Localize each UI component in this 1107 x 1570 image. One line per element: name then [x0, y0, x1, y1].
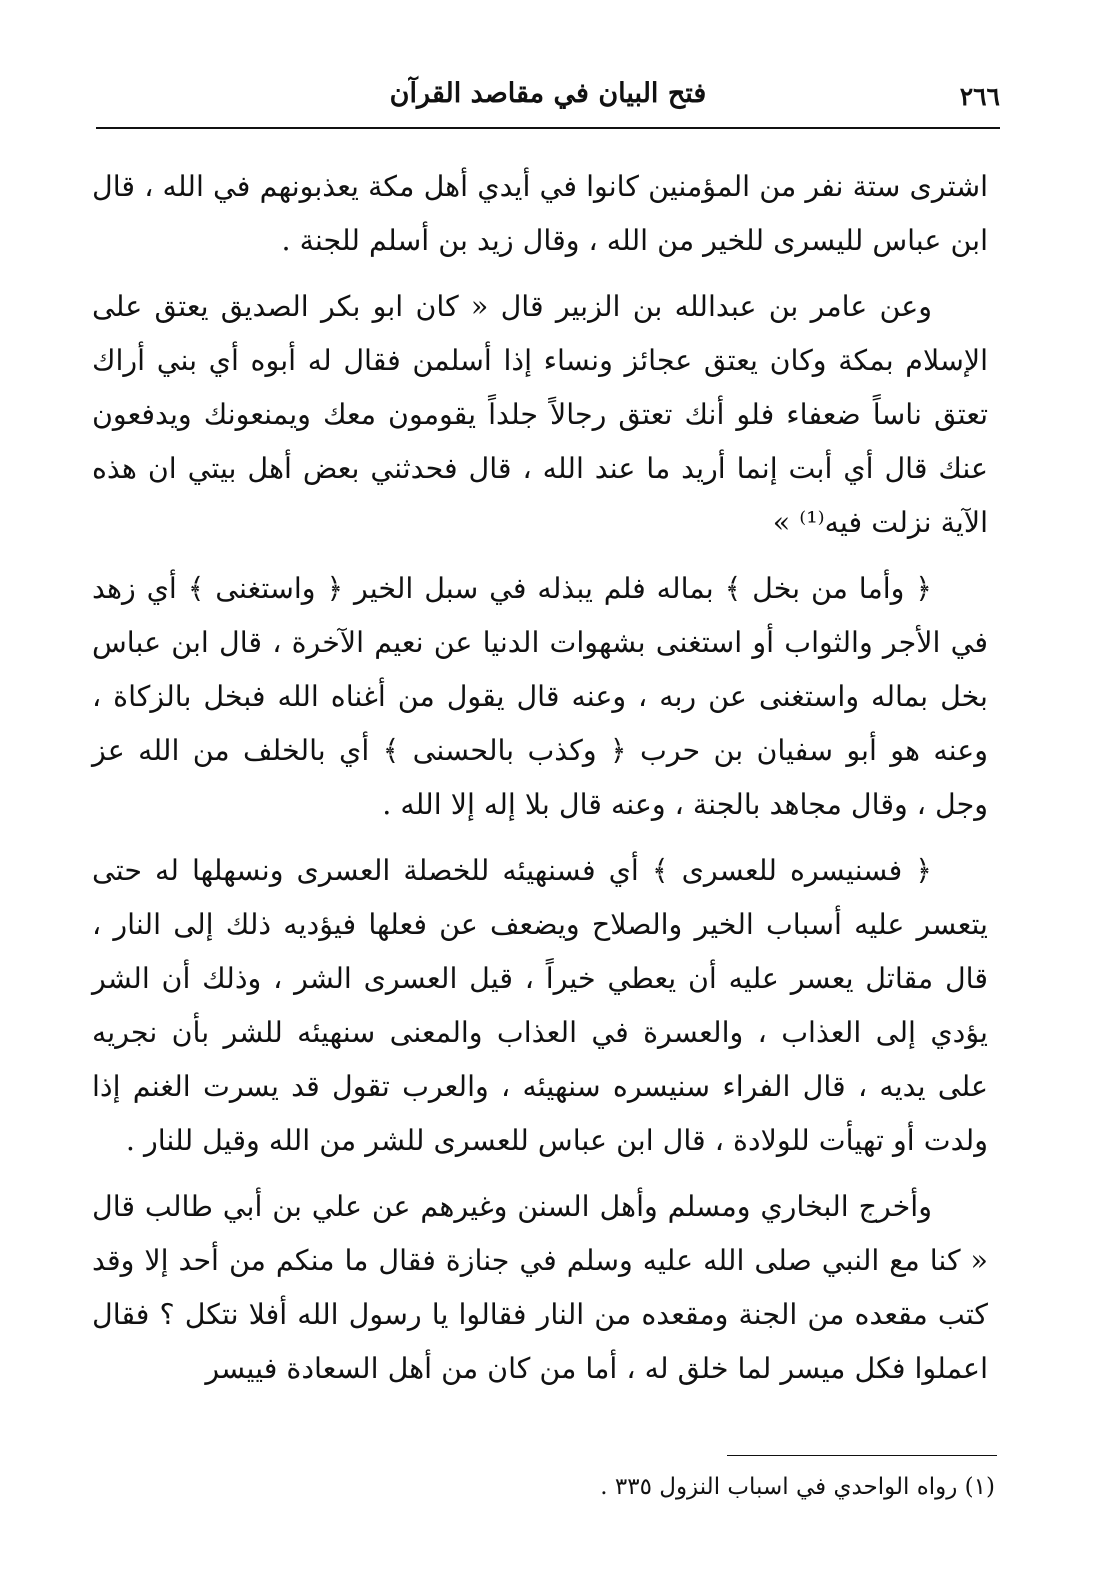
header-rule — [96, 127, 1000, 129]
footnote: (١) رواه الواحدي في اسباب النزول ٣٣٥ . — [600, 1474, 995, 1500]
paragraph-1: اشترى ستة نفر من المؤمنين كانوا في أيدي أهل مكة يعذبونهم في الله ، قال ابن عباس لليسرى للخير من الله ، وقال زيد بن أسلم للجنة . — [92, 170, 988, 257]
page-number: ٢٦٦ — [959, 82, 1000, 111]
paragraph-3: ﴿ وأما من بخل ﴾ بماله فلم يبذله في سبل الخير ﴿ واستغنى ﴾ أي زهد في الأجر والثواب أو استغنى بشهوات الدنيا عن نعيم الآخرة ، قال ابن عباس بخل بماله واستغنى عن ربه ، وعنه قال يقول من أغناه الله فبخل بالزكاة ، وعنه هو أبو سفيان بن حرب ﴿ وكذب بالحسنى ﴾ أي بالخلف من الله عز وجل ، وقال مجاهد بالجنة ، وعنه قال بلا إله إلا الله . — [92, 572, 988, 821]
paragraph-2: وعن عامر بن عبدالله بن الزبير قال « كان ابو بكر الصديق يعتق على الإسلام بمكة وكان يعتق عجائز ونساء إذا أسلمن فقال له أبوه أي بني أراك تعتق ناساً ضعفاء فلو أنك تعتق رجالاً جلداً يقومون معك ويمنعونك ويدفعون عنك قال أي أبت إنما أريد ما عند الله ، قال فحدثني بعض أهل بيتي ان هذه الآية نزلت فيه⁽¹⁾ » — [92, 290, 988, 539]
paragraph-5: وأخرج البخاري ومسلم وأهل السنن وغيرهم عن علي بن أبي طالب قال « كنا مع النبي صلى الله عليه وسلم في جنازة فقال ما منكم من أحد إلا وقد كتب مقعده من الجنة ومقعده من النار فقالوا يا رسول الله أفلا نتكل ؟ فقال اعملوا فكل ميسر لما خلق له ، أما من كان من أهل السعادة فييسر — [92, 1190, 988, 1385]
main-text — [92, 160, 988, 1408]
footnote-rule — [727, 1455, 997, 1456]
page-header — [96, 78, 1000, 126]
paragraph-4: ﴿ فسنيسره للعسرى ﴾ أي فسنهيئه للخصلة العسرى ونسهلها له حتى يتعسر عليه أسباب الخير والصلاح ويضعف عن فعلها فيؤديه ذلك إلى النار ، قال مقاتل يعسر عليه أن يعطي خيراً ، قيل العسرى الشر ، وذلك أن الشر يؤدي إلى العذاب ، والعسرة في العذاب والمعنى سنهيئه للشر بأن نجريه على يديه ، قال الفراء سنيسره سنهيئه ، والعرب تقول قد يسرت الغنم إذا ولدت أو تهيأت للولادة ، قال ابن عباس للعسرى للشر من الله وقيل للنار . — [92, 854, 988, 1157]
running-title: فتح البيان في مقاصد القرآن — [389, 78, 707, 109]
